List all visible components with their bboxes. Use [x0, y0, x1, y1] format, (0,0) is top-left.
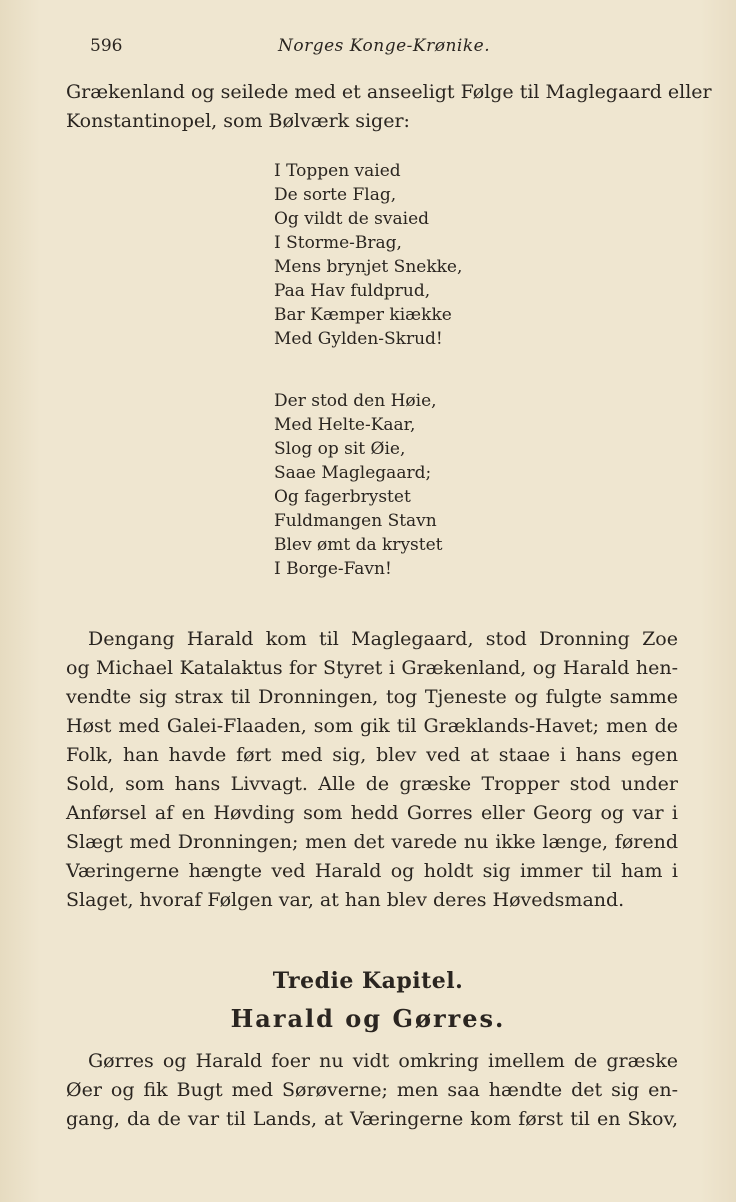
text-line: Dengang Harald kom til Maglegaard, stod Dronning Zoe — [88, 628, 678, 650]
verse-line: Bar Kæmper kiække — [274, 305, 452, 325]
verse-line: Med Helte-Kaar, — [274, 415, 416, 435]
verse-line: Paa Hav fuldprud, — [274, 281, 431, 301]
verse-line: Med Gylden-Skrud! — [274, 329, 443, 349]
verse-line: Og vildt de svaied — [274, 209, 430, 229]
verse-line: Mens brynjet Snekke, — [274, 257, 463, 277]
verse-line: Blev ømt da krystet — [274, 535, 443, 555]
verse-line: Fuldmangen Stavn — [274, 511, 437, 531]
running-title: Norges Konge-Krønike. — [278, 36, 491, 56]
text-line: gang, da de var til Lands, at Væringerne kom først til en Skov, — [66, 1108, 678, 1130]
text-line: Høst med Galei-Flaaden, som gik til Græklands-Havet; men de — [66, 715, 678, 737]
verse-line: De sorte Flag, — [274, 185, 397, 205]
text-line: Slægt med Dronningen; men det varede nu ikke længe, førend — [66, 831, 678, 853]
verse-line: Og fagerbrystet — [274, 487, 411, 507]
page-header — [90, 36, 650, 60]
text-line: Væringerne hængte ved Harald og holdt sig immer til ham i — [66, 860, 678, 882]
verse-line: I Toppen vaied — [274, 161, 401, 181]
text-line: Grækenland og seilede med et anseeligt Følge til Maglegaard eller — [66, 81, 712, 103]
chapter-title: Tredie Kapitel. — [272, 968, 464, 994]
verse-line: Slog op sit Øie, — [274, 439, 406, 459]
verse-line: Saae Maglegaard; — [274, 463, 432, 483]
text-line: Gørres og Harald foer nu vidt omkring imellem de græske — [88, 1050, 678, 1072]
text-line: Anførsel af en Høvding som hedd Gorres eller Georg og var i — [66, 802, 678, 824]
section-title: Harald og Gørres. — [230, 1004, 506, 1033]
text-line: Konstantinopel, som Bølværk siger: — [66, 110, 410, 132]
text-line: og Michael Katalaktus for Styret i Grækenland, og Harald hen- — [66, 657, 678, 679]
text-line: Øer og fik Bugt med Sørøverne; men saa hændte det sig en- — [66, 1079, 678, 1101]
verse-line: I Storme-Brag, — [274, 233, 402, 253]
text-line: Folk, han havde ført med sig, blev ved at staae i hans egen — [66, 744, 678, 766]
text-line: Sold, som hans Livvagt. Alle de græske Tropper stod under — [66, 773, 678, 795]
text-line: Slaget, hvoraf Følgen var, at han blev deres Høvedsmand. — [66, 889, 625, 911]
verse-line: I Borge-Favn! — [274, 559, 392, 579]
verse-line: Der stod den Høie, — [274, 391, 437, 411]
text-line: vendte sig strax til Dronningen, tog Tjeneste og fulgte samme — [66, 686, 678, 708]
page-number: 596 — [90, 36, 123, 56]
